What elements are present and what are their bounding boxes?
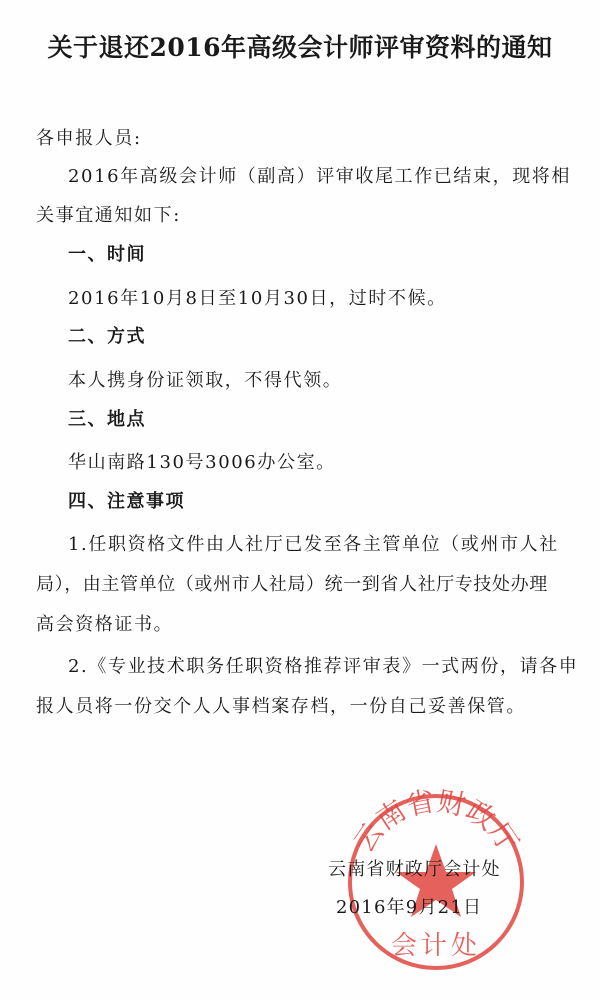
- note-2-line-2: 报人员将一份交个人人事档案存档，一份自己妥善保管。: [36, 696, 526, 717]
- section-time-text: 2016年10月8日至10月30日，过时不候。: [68, 288, 447, 309]
- intro-line-2: 关事宜通知如下:: [36, 205, 181, 226]
- note-1-line-3: 高会资格证书。: [36, 614, 174, 635]
- section-method-text: 本人携身份证领取，不得代领。: [68, 370, 343, 391]
- section-location-text: 华山南路130号3006办公室。: [68, 452, 336, 473]
- seal-bottom-text: 会计处: [390, 931, 482, 961]
- signature-org: 云南省财政厅会计处: [328, 859, 501, 880]
- salutation: 各申报人员:: [36, 128, 142, 149]
- signature-date: 2016年9月21日: [336, 897, 483, 918]
- section-heading-time: 一、时间: [68, 244, 146, 265]
- seal-arc-text: 云南省财政厅: [347, 784, 525, 859]
- section-heading-notes: 四、注意事项: [68, 491, 185, 512]
- intro-line-1: 2016年高级会计师（副高）评审收尾工作已结束，现将相: [68, 166, 572, 187]
- note-1-line-2: 局），由主管单位（或州市人社局）统一到省人社厅专技处办理: [36, 574, 548, 595]
- section-heading-location: 三、地点: [68, 409, 146, 430]
- page-title: 关于退还2016年高级会计师评审资料的通知: [47, 33, 553, 62]
- official-seal-stamp: [336, 782, 536, 982]
- section-heading-method: 二、方式: [68, 326, 146, 347]
- note-2-line-1: 2.《专业技术职务任职资格推荐评审表》一式两份，请各申: [68, 656, 579, 677]
- note-1-line-1: 1.任职资格文件由人社厅已发至各主管单位（或州市人社: [68, 534, 559, 555]
